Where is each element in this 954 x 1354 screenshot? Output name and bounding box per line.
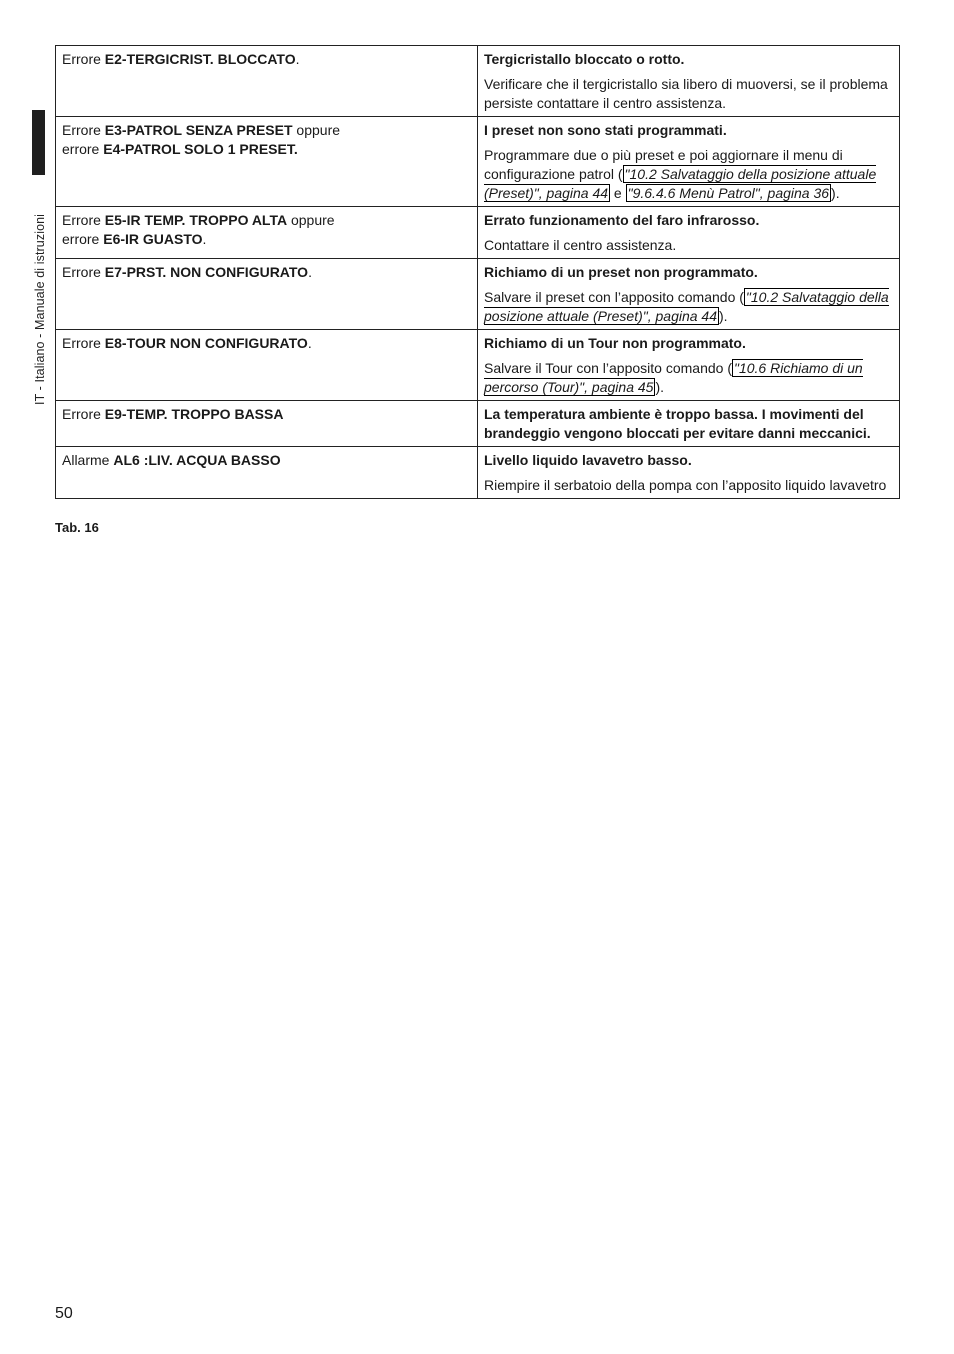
text-run: Errore — [62, 406, 105, 422]
text-run: oppure — [287, 212, 335, 228]
side-section-tab — [32, 110, 45, 175]
text-run: Salvare il Tour con l’apposito comando ( — [484, 360, 732, 376]
remedy-text — [484, 236, 893, 255]
error-code: E8-TOUR NON CONFIGURATO — [104, 335, 308, 351]
error-code: E2-TERGICRIST. BLOCCATO — [104, 51, 296, 67]
cause-remedy-cell — [478, 401, 900, 447]
side-label: IT - Italiano - Manuale di istruzioni — [33, 213, 47, 405]
text-run: Errore — [62, 122, 105, 138]
text-run: . — [308, 264, 312, 280]
cause-text: Richiamo di un preset non programmato. — [484, 264, 758, 280]
error-code: E5-IR TEMP. TROPPO ALTA — [104, 212, 288, 228]
error-code: E4-PATROL SOLO 1 PRESET. — [103, 141, 298, 157]
text-run: Errore — [62, 335, 105, 351]
text-run: Errore — [62, 51, 105, 67]
table-row — [56, 46, 900, 117]
text-run: errore — [62, 231, 104, 247]
text-run: . — [295, 51, 300, 67]
text-run: oppure — [292, 122, 341, 138]
table-row — [56, 330, 900, 401]
remedy-text — [484, 146, 893, 203]
remedy-text — [484, 75, 893, 113]
text-run: Salvare il preset con l’apposito comando ( — [484, 289, 744, 305]
cross-reference-link[interactable]: "10.2 Salvataggio della posizione attuale (Preset)", pagina 44 — [484, 166, 877, 201]
remedy-text — [484, 476, 893, 495]
error-code: E7-PRST. NON CONFIGURATO — [104, 264, 309, 280]
cause-remedy-cell — [478, 259, 900, 330]
remedy-text — [484, 288, 893, 326]
remedy-text — [484, 359, 893, 397]
text-run: Errore — [62, 212, 105, 228]
table-row — [56, 259, 900, 330]
text-run: . — [202, 231, 207, 247]
cause-text: I preset non sono stati programmati. — [484, 122, 727, 138]
cause-text: Tergicristallo bloccato o rotto. — [484, 51, 685, 67]
table-row — [56, 401, 900, 447]
cause-text: Livello liquido lavavetro basso. — [484, 452, 692, 468]
cross-reference-link[interactable]: "9.6.4.6 Menù Patrol", pagina 36 — [627, 185, 830, 201]
error-code: AL6 :LIV. ACQUA BASSO — [113, 452, 281, 468]
text-run: Verificare che il tergicristallo sia libero di muoversi, se il problema persiste contattare il centro assistenza. — [484, 76, 888, 111]
cause-remedy-cell — [478, 447, 900, 499]
text-run: Errore — [62, 264, 105, 280]
cause-text: La temperatura ambiente è troppo bassa. I movimenti del brandeggio vengono bloccati per evitare danni meccanici. — [484, 406, 871, 441]
error-table-body — [56, 46, 900, 499]
error-code: E3-PATROL SENZA PRESET — [104, 122, 293, 138]
table-row — [56, 447, 900, 499]
cause-remedy-cell — [478, 46, 900, 117]
cause-text: Errato funzionamento del faro infrarosso. — [484, 212, 760, 228]
cause-remedy-cell — [478, 207, 900, 259]
text-run: Riempire il serbatoio della pompa con l’apposito liquido lavavetro — [484, 477, 887, 493]
text-run: Allarme — [62, 452, 114, 468]
text-run: Programmare due o più preset e poi aggiornare il menu di configurazione patrol ( — [484, 147, 843, 182]
error-message-cell — [56, 46, 478, 117]
text-run: . — [307, 335, 312, 351]
error-message-cell — [56, 330, 478, 401]
text-run: ). — [719, 308, 728, 324]
cause-remedy-cell — [478, 117, 900, 207]
table-row — [56, 207, 900, 259]
cause-text: Richiamo di un Tour non programmato. — [484, 335, 746, 351]
table-caption: Tab. 16 — [55, 520, 99, 535]
cross-reference-link[interactable]: "10.6 Richiamo di un percorso (Tour)", pagina 45 — [484, 360, 863, 395]
cause-remedy-cell — [478, 330, 900, 401]
error-message-cell — [56, 447, 478, 499]
text-run: e — [610, 185, 626, 201]
error-code: E9-TEMP. TROPPO BASSA — [104, 406, 284, 422]
error-message-cell — [56, 207, 478, 259]
error-message-cell — [56, 117, 478, 207]
error-table — [55, 45, 900, 499]
error-code: E6-IR GUASTO — [103, 231, 203, 247]
text-run: ). — [831, 185, 840, 201]
cross-reference-link[interactable]: "10.2 Salvataggio della posizione attuale (Preset)", pagina 44 — [484, 289, 889, 324]
text-run: errore — [62, 141, 104, 157]
text-run: Contattare il centro assistenza. — [484, 237, 677, 253]
table-row — [56, 117, 900, 207]
page-number: 50 — [55, 1305, 73, 1322]
text-run: ). — [655, 379, 664, 395]
error-message-cell — [56, 259, 478, 330]
error-message-cell — [56, 401, 478, 447]
